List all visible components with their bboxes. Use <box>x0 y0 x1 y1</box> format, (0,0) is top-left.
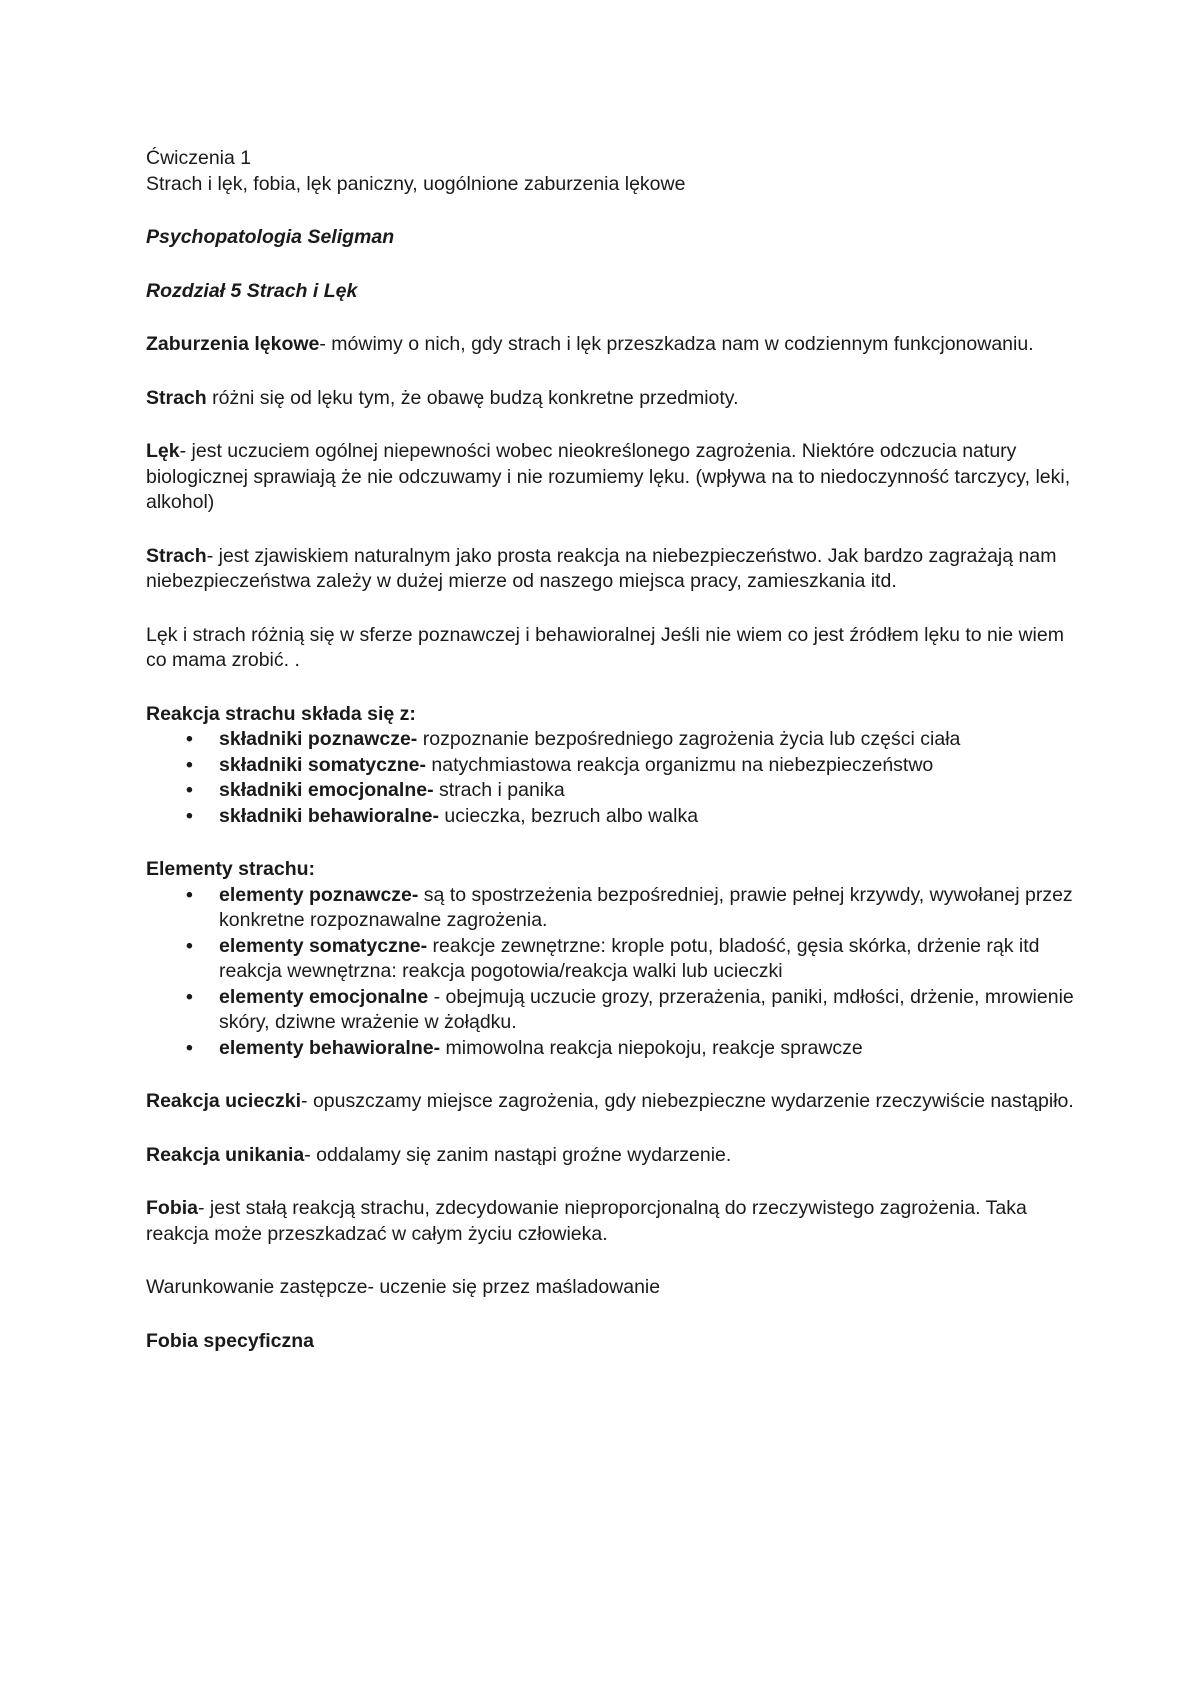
term-strach-rozni: Strach <box>146 386 207 409</box>
list-item-text: rozpoznanie bezpośredniego zagrożenia życia lub części ciała <box>417 728 961 750</box>
text-reakcja-ucieczki: - opuszczamy miejsce zagrożenia, gdy niebezpieczne wydarzenie rzeczywiście nastąpiło. <box>301 1090 1074 1112</box>
text-zaburzenia: - mówimy o nich, gdy strach i lęk przeszkadza nam w codziennym funkcjonowaniu. <box>319 333 1034 355</box>
heading-elementy-strachu-text: Elementy strachu: <box>146 858 316 880</box>
text-reakcja-unikania: - oddalamy się zanim nastąpi groźne wydarzenie. <box>304 1143 732 1166</box>
paragraph-strach-rozni <box>146 386 1076 412</box>
chapter-title: Rozdział 5 Strach i Lęk <box>146 279 358 302</box>
list-item <box>146 883 1076 934</box>
list-item <box>146 753 1076 779</box>
paragraph-reakcja-unikania <box>146 1143 1076 1169</box>
list-item-term: elementy somatyczne- <box>219 934 428 957</box>
list-elementy-strachu <box>146 883 1076 1062</box>
list-item <box>146 804 1076 830</box>
bullet-icon: • <box>186 883 193 906</box>
term-strach: Strach <box>146 544 207 567</box>
paragraph-reakcja-ucieczki <box>146 1089 1076 1115</box>
exercise-subtitle: Strach i lęk, fobia, lęk paniczny, uogólnione zaburzenia lękowe <box>146 172 686 195</box>
list-item <box>146 1036 1076 1062</box>
list-item-text: natychmiastowa reakcja organizmu na niebezpieczeństwo <box>426 753 934 776</box>
bullet-icon: • <box>186 985 193 1008</box>
exercise-title: Ćwiczenia 1 <box>146 147 252 169</box>
paragraph-lek <box>146 439 1076 516</box>
list-item-term: składniki emocjonalne- <box>219 779 434 801</box>
list-item-text: strach i panika <box>433 779 565 801</box>
list-item-term: składniki behawioralne- <box>219 804 439 827</box>
term-fobia: Fobia <box>146 1197 198 1219</box>
list-item-term: elementy poznawcze- <box>219 883 419 906</box>
bullet-icon: • <box>186 1036 193 1059</box>
book-title: Psychopatologia Seligman <box>146 226 395 248</box>
bullet-icon: • <box>186 779 193 801</box>
heading-fobia-specyficzna-text: Fobia specyficzna <box>146 1329 314 1352</box>
list-item <box>146 985 1076 1036</box>
list-item-term: elementy emocjonalne <box>219 985 429 1008</box>
paragraph-strach <box>146 544 1076 595</box>
bullet-icon: • <box>186 804 193 827</box>
list-item-term: składniki somatyczne- <box>219 753 426 776</box>
list-item-text: są to spostrzeżenia bezpośredniej, prawie pełnej krzywdy, wywołanej przez konkretne rozpoznawalne zagrożenia. <box>219 883 1073 931</box>
bullet-icon: • <box>186 934 193 957</box>
term-zaburzenia: Zaburzenia lękowe <box>146 333 320 355</box>
text-lek: - jest uczuciem ogólnej niepewności wobec nieokreślonego zagrożenia. Niektóre odczucia natury biologicznej sprawiają że nie odczuwamy i nie rozumiemy lęku. (wpływa na to niedoczynność tarczycy, leki, alkohol) <box>146 440 1071 513</box>
paragraph-lek-i-strach: Lęk i strach różnią się w sferze poznawczej i behawioralnej Jeśli nie wiem co jest źródłem lęku to nie wiem co mama zrobić. . <box>146 623 1064 671</box>
list-item-text: ucieczka, bezruch albo walka <box>438 804 699 827</box>
bullet-icon: • <box>186 728 193 750</box>
list-item-text: reakcje zewnętrzne: krople potu, bladość, gęsia skórka, drżenie rąk itd reakcja wewnętrzna: reakcja pogotowia/reakcja walki lub ucieczki <box>219 934 1040 982</box>
text-strach: - jest zjawiskiem naturalnym jako prosta reakcja na niebezpieczeństwo. Jak bardzo zagrażają nam niebezpieczeństwa zależy w dużej mierze od naszego miejsca pracy, zamieszkania itd. <box>146 544 1057 592</box>
text-fobia: - jest stałą reakcją strachu, zdecydowanie nieproporcjonalną do rzeczywistego zagrożenia. Taka reakcja może przeszkadzać w całym życiu człowieka. <box>146 1197 1027 1245</box>
list-item <box>146 778 1076 804</box>
list-item-term: składniki poznawcze- <box>219 728 418 750</box>
text-strach-rozni: różni się od lęku tym, że obawę budzą konkretne przedmioty. <box>206 386 739 409</box>
paragraph-warunkowanie: Warunkowanie zastępcze- uczenie się przez maśladowanie <box>146 1276 661 1298</box>
heading-fobia-specyficzna <box>146 1329 1076 1355</box>
list-item <box>146 934 1076 985</box>
bullet-icon: • <box>186 753 193 776</box>
term-reakcja-ucieczki: Reakcja ucieczki <box>146 1090 302 1112</box>
heading-elementy-strachu <box>146 857 1076 883</box>
heading-reakcja-strachu <box>146 702 1076 728</box>
paragraph-zaburzenia <box>146 332 1076 358</box>
list-item <box>146 727 1076 753</box>
list-reakcja-strachu <box>146 727 1076 829</box>
document-body <box>146 146 1076 1354</box>
heading-reakcja-strachu-text: Reakcja strachu składa się z: <box>146 702 416 725</box>
list-item-text: mimowolna reakcja niepokoju, reakcje sprawcze <box>440 1036 863 1059</box>
list-item-text: - obejmują uczucie grozy, przerażenia, paniki, mdłości, drżenie, mrowienie skóry, dziwne wrażenie w żołądku. <box>219 985 1074 1033</box>
term-reakcja-unikania: Reakcja unikania <box>146 1143 305 1166</box>
paragraph-fobia <box>146 1196 1076 1247</box>
list-item-term: elementy behawioralne- <box>219 1036 441 1059</box>
term-lek: Lęk <box>146 440 180 462</box>
